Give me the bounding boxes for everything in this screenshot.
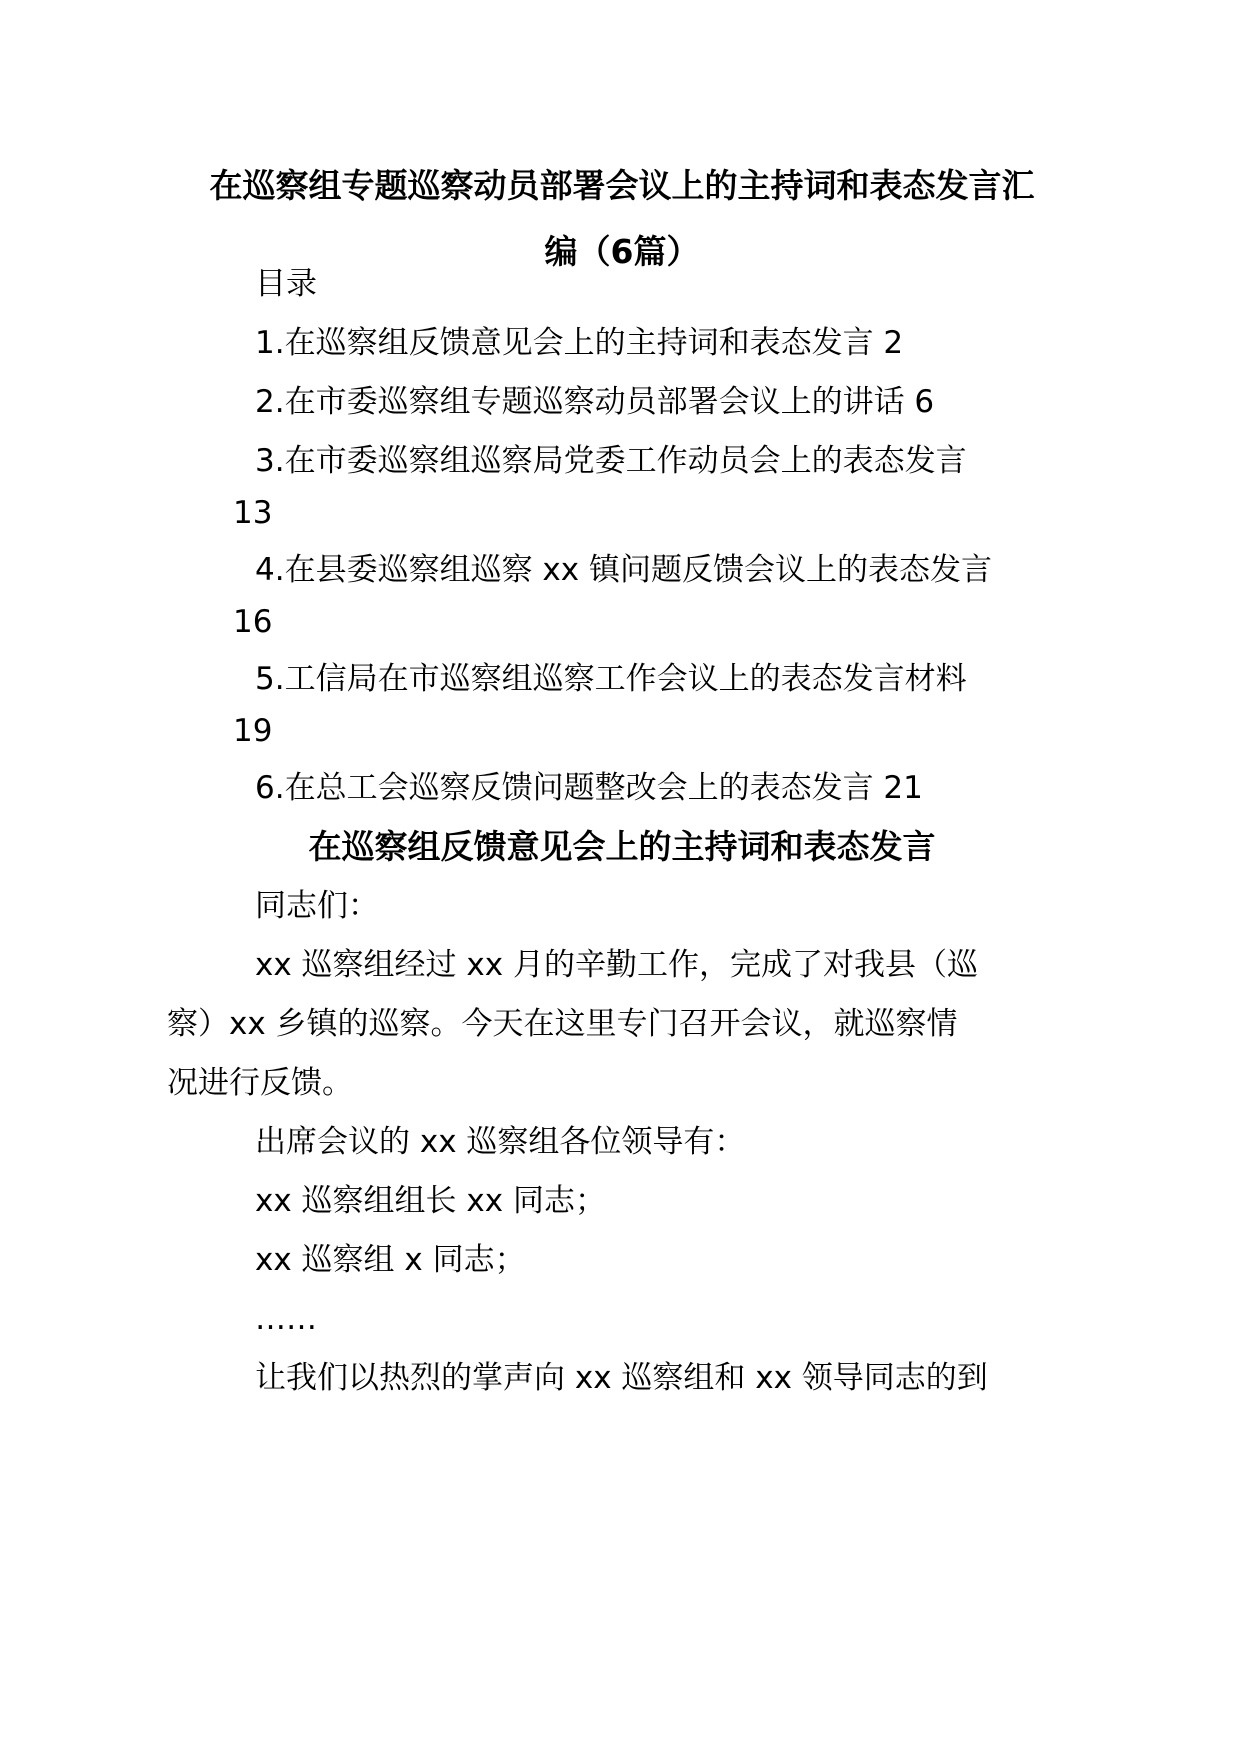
paragraph-1-line-3: 况进行反馈。 — [167, 1065, 353, 1101]
greeting: 同志们： — [255, 888, 379, 924]
toc-item-3-page[interactable]: 13 — [233, 495, 273, 531]
toc-item-4-page[interactable]: 16 — [233, 604, 273, 640]
section-title: 在巡察组反馈意见会上的主持词和表态发言 — [308, 827, 936, 866]
toc-item-5[interactable]: 5.工信局在市巡察组巡察工作会议上的表态发言材料 — [255, 661, 967, 697]
title-line-1: 在巡察组专题巡察动员部署会议上的主持词和表态发言汇 — [209, 166, 1035, 205]
paragraph-4: xx 巡察组 x 同志； — [255, 1242, 526, 1278]
paragraph-5: …… — [255, 1301, 317, 1337]
toc-item-1[interactable]: 1.在巡察组反馈意见会上的主持词和表态发言 2 — [255, 325, 904, 361]
toc-item-4[interactable]: 4.在县委巡察组巡察 xx 镇问题反馈会议上的表态发言 — [255, 552, 992, 588]
paragraph-1-line-2: 察）xx 乡镇的巡察。今天在这里专门召开会议，就巡察情 — [167, 1006, 958, 1042]
title-line-2: 编（6篇） — [544, 232, 700, 271]
paragraph-1-line-1: xx 巡察组经过 xx 月的辛勤工作，完成了对我县（巡 — [255, 947, 978, 983]
toc-item-3[interactable]: 3.在市委巡察组巡察局党委工作动员会上的表态发言 — [255, 443, 967, 479]
paragraph-3: xx 巡察组组长 xx 同志； — [255, 1183, 606, 1219]
toc-item-6[interactable]: 6.在总工会巡察反馈问题整改会上的表态发言 21 — [255, 770, 923, 806]
toc-heading: 目录 — [255, 266, 317, 302]
toc-item-2[interactable]: 2.在市委巡察组专题巡察动员部署会议上的讲话 6 — [255, 384, 935, 420]
toc-item-5-page[interactable]: 19 — [233, 713, 273, 749]
paragraph-6: 让我们以热烈的掌声向 xx 巡察组和 xx 领导同志的到 — [255, 1360, 988, 1396]
paragraph-2: 出席会议的 xx 巡察组各位领导有： — [255, 1124, 746, 1160]
